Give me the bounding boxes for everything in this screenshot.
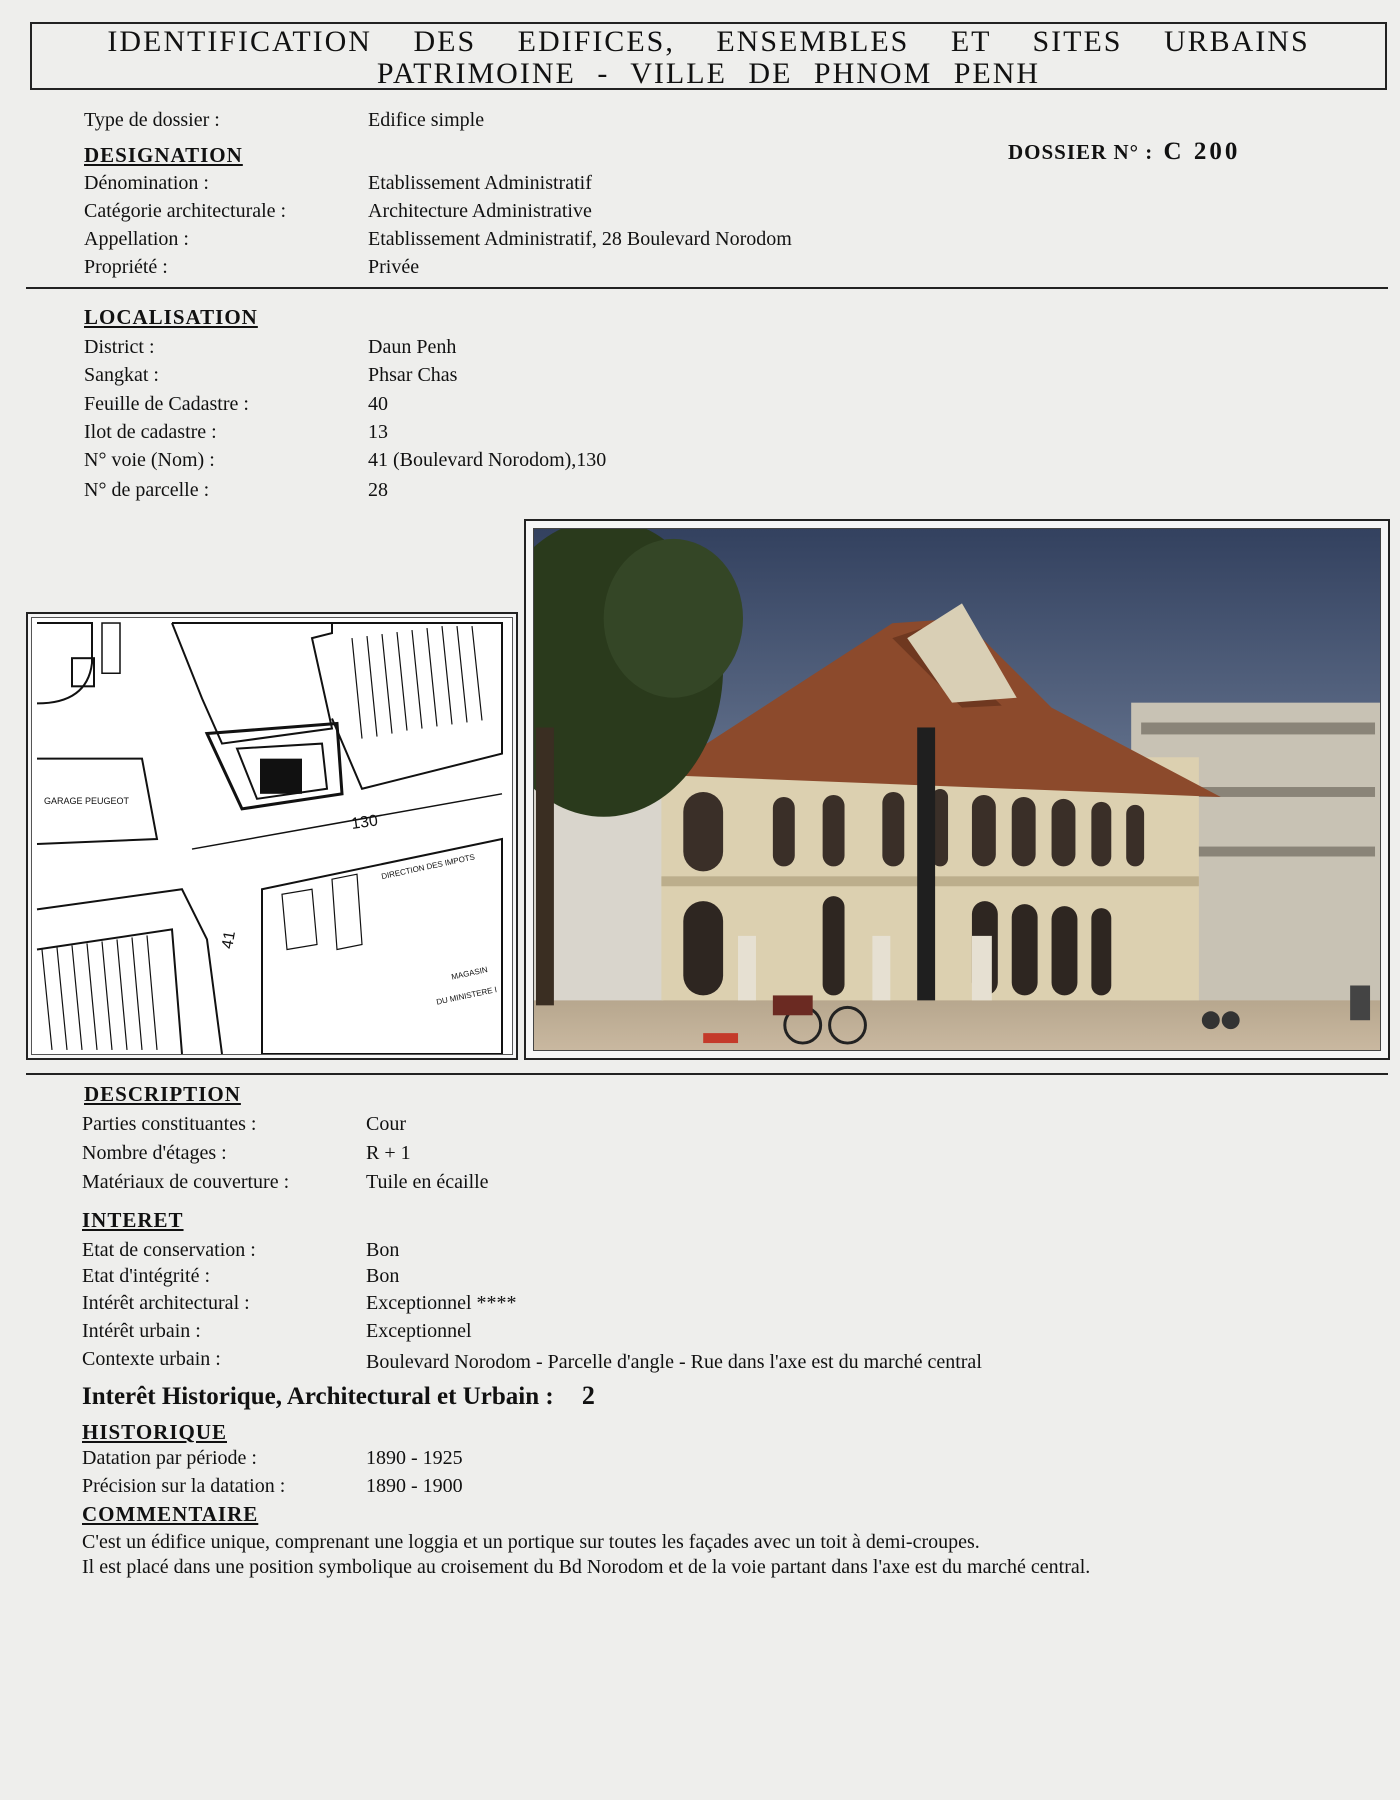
interet-label: Contexte urbain : bbox=[82, 1348, 221, 1370]
localisation-label: Feuille de Cadastre : bbox=[84, 393, 249, 415]
localisation-value: Daun Penh bbox=[368, 336, 457, 358]
section-divider bbox=[26, 1073, 1388, 1075]
description-label: Matériaux de couverture : bbox=[82, 1171, 290, 1193]
interet-label: Etat de conservation : bbox=[82, 1239, 256, 1261]
commentaire-line: C'est un édifice unique, comprenant une loggia et un portique sur toutes les façades avec un toit à demi-croupes. bbox=[82, 1531, 980, 1553]
title-line-1: IDENTIFICATION DES EDIFICES, ENSEMBLES ET SITES URBAINS bbox=[107, 25, 1310, 58]
localisation-label: N° de parcelle : bbox=[84, 479, 210, 501]
interet-value: Bon bbox=[366, 1265, 400, 1287]
map-label-garage: GARAGE PEUGEOT bbox=[44, 795, 129, 806]
building-photo-frame bbox=[524, 519, 1390, 1060]
interet-heading: INTERET bbox=[82, 1208, 184, 1232]
description-label: Nombre d'étages : bbox=[82, 1142, 227, 1164]
localisation-value: 13 bbox=[368, 421, 388, 443]
map-label-130: 130 bbox=[350, 811, 379, 833]
cadastre-map bbox=[31, 617, 513, 1055]
designation-value: Architecture Administrative bbox=[368, 200, 592, 222]
title-line-2: PATRIMOINE - VILLE DE PHNOM PENH bbox=[376, 57, 1041, 90]
historique-heading: HISTORIQUE bbox=[82, 1420, 227, 1444]
map-label-ministere: DU MINISTERE I bbox=[435, 985, 498, 1007]
interet-value: Exceptionnel **** bbox=[366, 1292, 517, 1314]
localisation-label: District : bbox=[84, 336, 155, 358]
description-value: Cour bbox=[366, 1113, 406, 1135]
map-label-magasin: MAGASIN bbox=[450, 965, 489, 982]
interet-label: Intérêt architectural : bbox=[82, 1292, 250, 1314]
dossier-number bbox=[1008, 138, 1240, 166]
commentaire-line: Il est placé dans une position symbolique au croisement du Bd Norodom et de la voie partant dans l'axe est du marché central. bbox=[82, 1556, 1091, 1578]
map-label-41: 41 bbox=[218, 929, 240, 951]
designation-label: Appellation : bbox=[84, 228, 189, 250]
description-value: R + 1 bbox=[366, 1142, 411, 1164]
document-title bbox=[30, 22, 1387, 90]
localisation-label: Ilot de cadastre : bbox=[84, 421, 217, 443]
designation-value: Privée bbox=[368, 256, 420, 278]
localisation-value: 40 bbox=[368, 393, 388, 415]
cadastre-map-frame bbox=[26, 612, 518, 1060]
description-heading: DESCRIPTION bbox=[84, 1082, 241, 1106]
designation-heading: DESIGNATION bbox=[84, 143, 243, 167]
designation-label: Catégorie architecturale : bbox=[84, 200, 287, 222]
interet-global bbox=[82, 1381, 595, 1411]
dossier-number-label: DOSSIER N° : bbox=[1008, 140, 1154, 164]
interet-global-value: 2 bbox=[581, 1381, 595, 1410]
historique-value: 1890 - 1925 bbox=[366, 1447, 463, 1469]
localisation-label: Sangkat : bbox=[84, 364, 159, 386]
designation-label: Propriété : bbox=[84, 256, 168, 278]
interet-label: Etat d'intégrité : bbox=[82, 1265, 211, 1287]
map-label-direction: DIRECTION DES IMPOTS bbox=[380, 852, 476, 882]
localisation-label: N° voie (Nom) : bbox=[84, 449, 215, 471]
building-photo bbox=[533, 528, 1381, 1051]
description-value: Tuile en écaille bbox=[366, 1171, 489, 1193]
designation-label: Dénomination : bbox=[84, 172, 209, 194]
commentaire-heading: COMMENTAIRE bbox=[82, 1502, 259, 1526]
type-dossier-label: Type de dossier : bbox=[84, 109, 220, 131]
section-divider bbox=[26, 287, 1388, 289]
historique-value: 1890 - 1900 bbox=[366, 1475, 463, 1497]
historique-label: Datation par période : bbox=[82, 1447, 257, 1469]
dossier-number-value: C 200 bbox=[1163, 138, 1241, 165]
description-label: Parties constituantes : bbox=[82, 1113, 257, 1135]
designation-value: Etablissement Administratif bbox=[368, 172, 592, 194]
localisation-heading: LOCALISATION bbox=[84, 305, 258, 329]
interet-value: Bon bbox=[366, 1239, 400, 1261]
interet-value: Exceptionnel bbox=[366, 1320, 472, 1342]
historique-label: Précision sur la datation : bbox=[82, 1475, 286, 1497]
localisation-value: 41 (Boulevard Norodom),130 bbox=[368, 449, 607, 471]
localisation-value: Phsar Chas bbox=[368, 364, 458, 386]
localisation-value: 28 bbox=[368, 479, 388, 501]
type-dossier-value: Edifice simple bbox=[368, 109, 485, 131]
interet-global-label: Interêt Historique, Architectural et Urbain : bbox=[82, 1383, 554, 1410]
interet-value: Boulevard Norodom - Parcelle d'angle - Rue dans l'axe est du marché central bbox=[366, 1351, 982, 1373]
designation-value: Etablissement Administratif, 28 Boulevard Norodom bbox=[368, 228, 792, 250]
interet-label: Intérêt urbain : bbox=[82, 1320, 201, 1342]
